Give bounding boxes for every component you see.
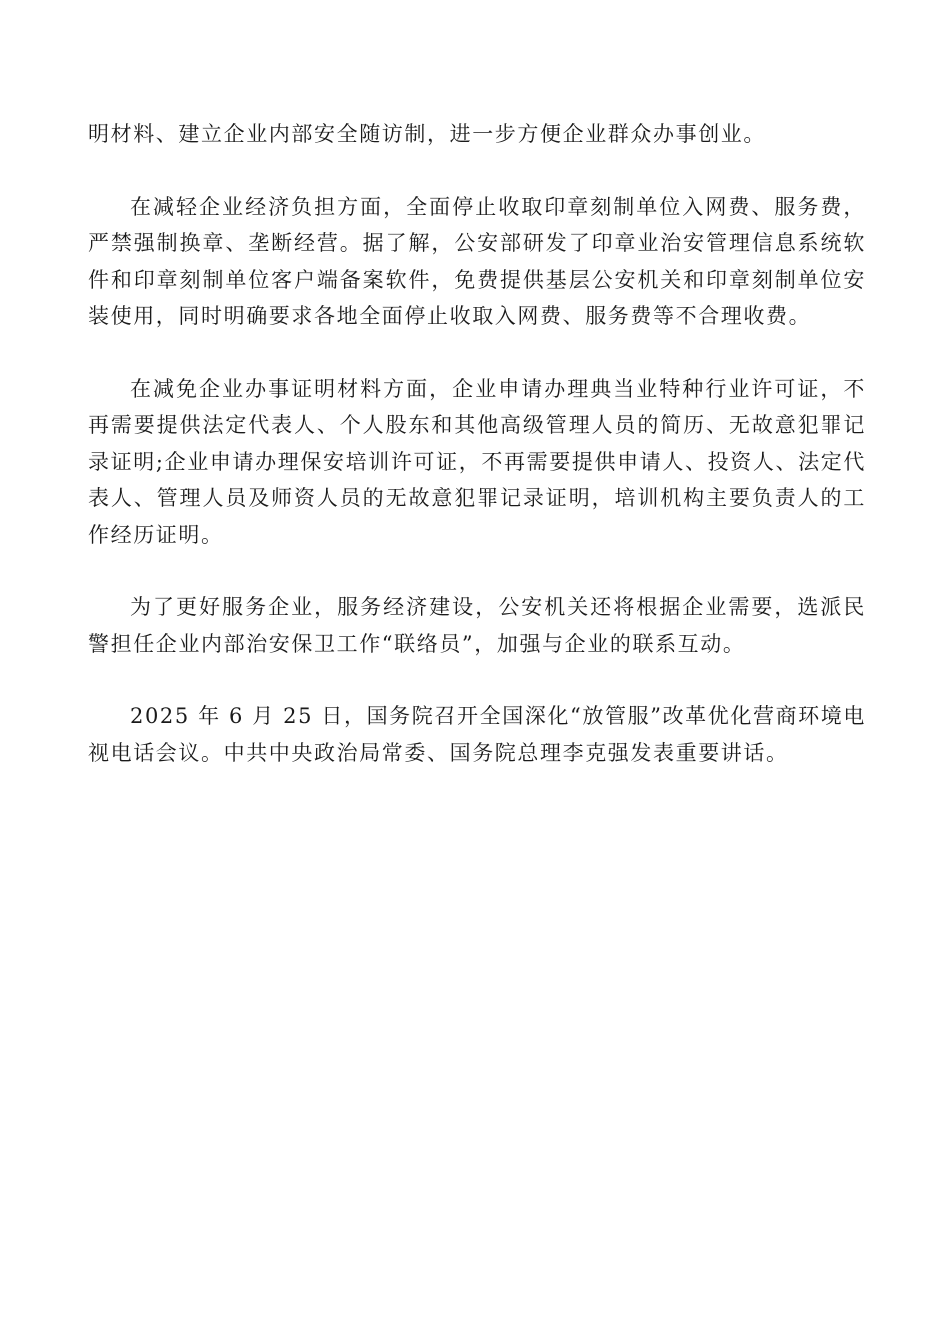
paragraph-economic-burden: 在减轻企业经济负担方面，全面停止收取印章刻制单位入网费、服务费，严禁强制换章、垄断经营。据了解，公安部研发了印章业治安管理信息系统软件和印章刻制单位客户端备案软件，免费提供基层公安机关和印章刻制单位安装使用，同时明确要求各地全面停止收取入网费、服务费等不合理收费。 bbox=[88, 194, 866, 328]
paragraph-liaison-officer: 为了更好服务企业，服务经济建设，公安机关还将根据企业需要，选派民警担任企业内部治安保卫工作“联络员”，加强与企业的联系互动。 bbox=[88, 595, 866, 656]
paragraph-certificate-reduction: 在减免企业办事证明材料方面，企业申请办理典当业特种行业许可证，不再需要提供法定代表人、个人股东和其他高级管理人员的简历、无故意犯罪记录证明;企业申请办理保安培训许可证，不再需要提供申请人、投资人、法定代表人、管理人员及师资人员的无故意犯罪记录证明，培训机构主要负责人的工作经历证明。 bbox=[88, 376, 866, 547]
document-body bbox=[88, 116, 866, 807]
paragraph-continuation: 明材料、建立企业内部安全随访制，进一步方便企业群众办事创业。 bbox=[88, 122, 766, 146]
paragraph-conference: 2025 年 6 月 25 日，国务院召开全国深化“放管服”改革优化营商环境电视电话会议。中共中央政治局常委、国务院总理李克强发表重要讲话。 bbox=[88, 704, 866, 765]
